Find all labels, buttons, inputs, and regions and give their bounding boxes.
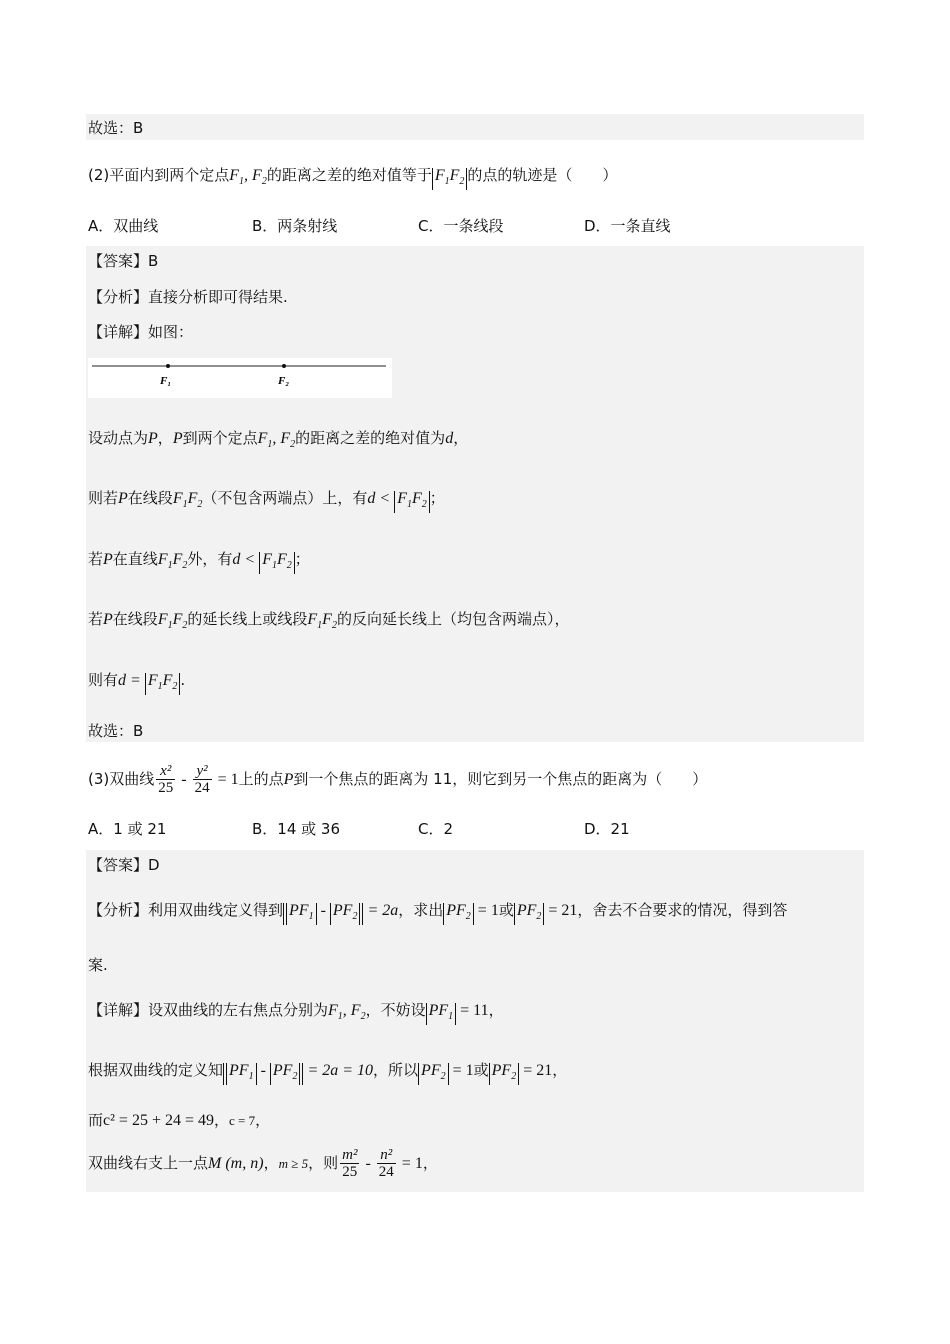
q3-analysis <box>88 900 787 925</box>
q3-answer: 【答案】D <box>88 856 160 874</box>
math-f1f2: $F_1F_2$ <box>307 611 337 632</box>
text: ， <box>255 1111 271 1129</box>
math-f1f2: $F_1$, $F_2$ <box>328 1002 366 1023</box>
text: ， <box>213 1111 229 1129</box>
text: （不包含两端点）上，有 <box>202 489 368 507</box>
text: 设动点为 <box>88 429 149 447</box>
q2-option-c: C．一条线段 <box>418 217 504 235</box>
q2-detail: 【详解】如图： <box>88 323 194 341</box>
figure-svg <box>88 358 392 398</box>
math-d: d <box>445 430 454 447</box>
text: 【分析】利用双曲线定义得到 <box>88 901 284 919</box>
frac-num: m² <box>342 1147 358 1163</box>
frac-den: 24 <box>378 1164 394 1180</box>
math-d-lt: d < <box>367 490 395 507</box>
math-eq: = 1 <box>473 902 499 919</box>
text: 在线段 <box>112 610 158 628</box>
q2-stem-c: 的点的轨迹是（ ） <box>467 166 618 184</box>
text: ，所以 <box>373 1061 419 1079</box>
math-point-m: M (m, n) <box>208 1155 264 1172</box>
math-eq: = 1 <box>397 1155 423 1172</box>
q3-option-b: B．14 或 36 <box>252 820 341 838</box>
q3-detail-1 <box>88 1000 504 1027</box>
math-m-ge5: m ≥ 5 <box>278 1156 309 1171</box>
math-d-eq: d = <box>118 672 145 689</box>
math-abs-f1f2: $F_1F_2$ <box>394 491 430 513</box>
q3-option-d: D．21 <box>584 820 630 838</box>
text: ； <box>294 550 310 568</box>
minus: - <box>177 771 191 788</box>
solution-block-top <box>86 114 864 140</box>
math-p: P <box>172 430 183 447</box>
label-f1: F₁ <box>160 375 172 387</box>
text: ， <box>453 429 469 447</box>
math-p: P <box>148 430 158 447</box>
text: 上的点 <box>238 770 284 788</box>
frac-m2-25 <box>340 1147 359 1180</box>
math-abs-pf2: $PF_2$ <box>514 903 545 925</box>
text: ， <box>488 1001 504 1019</box>
q3-analysis-cont: 案. <box>88 956 108 974</box>
text: 的距离之差的绝对值为 <box>295 429 446 447</box>
q2-stem-a: (2)平面内到两个定点 <box>88 166 230 184</box>
frac-num: y² <box>196 763 208 779</box>
math-abs-diff: $PF_1 - PF_2$ <box>283 903 363 925</box>
minus: - <box>256 1062 270 1079</box>
math-abs-pf2: $PF_2$ <box>489 1063 520 1085</box>
math-eq: = 2a <box>363 902 399 919</box>
q2-answer: 【答案】B <box>88 252 159 270</box>
q3-detail-2 <box>88 1060 567 1085</box>
math-eq: = 2a = 10 <box>303 1062 374 1079</box>
math-eq: = 21 <box>519 1062 553 1079</box>
minus: - <box>361 1155 375 1172</box>
q2-line-5 <box>88 670 185 695</box>
q3-stem <box>88 762 707 797</box>
math-eq: = 1 <box>448 1062 474 1079</box>
math-c7: c = 7 <box>229 1113 256 1128</box>
q3-option-c: C．2 <box>418 820 454 838</box>
math-p: P <box>118 490 128 507</box>
math-f1f2: $F_1F_2$ <box>157 611 188 632</box>
point-f2 <box>282 364 286 368</box>
math-abs-f1f2: $F_1F_2$ <box>259 552 295 574</box>
text: 双曲线右支上一点 <box>88 1154 209 1172</box>
math-c2: c² = 25 + 24 = 49 <box>103 1112 214 1129</box>
text: ，则 <box>308 1154 339 1172</box>
text: 在直线 <box>112 550 158 568</box>
text: 【详解】设双曲线的左右焦点分别为 <box>88 1001 329 1019</box>
frac-x2-25 <box>156 763 175 796</box>
frac-n2-24 <box>377 1147 396 1180</box>
math-p: P <box>283 771 294 788</box>
text: ， <box>422 1154 438 1172</box>
text: ， <box>263 1154 279 1172</box>
text: 外，有 <box>187 550 233 568</box>
text: 在线段 <box>127 489 173 507</box>
q3-detail-3 <box>88 1110 270 1131</box>
minus: - <box>316 902 330 919</box>
text: ，舍去不合要求的情况，得到答 <box>577 901 788 919</box>
text: . <box>180 671 186 689</box>
q2-line-2 <box>88 488 445 515</box>
math-abs-pf2: $PF_2$ <box>443 903 474 925</box>
q2-analysis: 【分析】直接分析即可得结果. <box>88 288 288 306</box>
text: ，不妨设 <box>365 1001 426 1019</box>
text: 若 <box>88 550 104 568</box>
q2-option-a: A．双曲线 <box>88 217 159 235</box>
math-f1f2: $F_1$, $F_2$ <box>257 430 296 451</box>
q2-line-1 <box>88 428 468 455</box>
math-eq: = 1 <box>213 771 239 788</box>
text: 或 <box>473 1061 489 1079</box>
q2-stem-b: 的距离之差的绝对值等于 <box>266 166 432 184</box>
top-choice: 故选：B <box>88 119 144 137</box>
frac-den: 25 <box>158 780 174 796</box>
q3-option-a: A．1 或 21 <box>88 820 167 838</box>
q2-stem <box>88 165 617 192</box>
q2-option-d: D．一条直线 <box>584 217 671 235</box>
math-eq: = 11 <box>456 1002 489 1019</box>
math-abs-pf2: $PF_2$ <box>418 1063 449 1085</box>
frac-den: 25 <box>342 1164 358 1180</box>
text: ， <box>552 1061 568 1079</box>
frac-den: 24 <box>194 780 210 796</box>
math-abs-diff: $PF_1 - PF_2$ <box>223 1063 303 1085</box>
text: 的反向延长线上（均包含两端点）， <box>336 610 570 628</box>
text: (3)双曲线 <box>88 770 155 788</box>
text: ，求出 <box>398 901 444 919</box>
text: 若 <box>88 610 104 628</box>
math-f1f2: $F_1$, $F_2$ <box>229 167 267 188</box>
math-p: P <box>103 551 113 568</box>
math-d-lt: d < <box>232 551 260 568</box>
text: 则有 <box>88 671 119 689</box>
text: 的延长线上或线段 <box>187 610 308 628</box>
text: ； <box>429 489 445 507</box>
text: ， <box>157 429 173 447</box>
line-figure <box>88 358 392 398</box>
math-abs-pf1: $PF_1$ <box>426 1003 457 1025</box>
q2-choice: 故选：B <box>88 722 144 740</box>
math-abs-f1f2: $F_1F_2$ <box>432 168 468 190</box>
text: 或 <box>498 901 514 919</box>
q2-line-3 <box>88 549 310 576</box>
frac-y2-24 <box>193 763 212 796</box>
math-f1f2: $F_1F_2$ <box>157 551 188 572</box>
text: 到两个定点 <box>182 429 258 447</box>
text: 到一个焦点的距离为 11，则它到另一个焦点的距离为（ ） <box>293 770 708 788</box>
math-eq: = 21 <box>544 902 578 919</box>
q2-line-4 <box>88 609 569 636</box>
frac-num: x² <box>160 763 172 779</box>
label-f2: F₂ <box>278 375 290 387</box>
q3-detail-4 <box>88 1146 438 1181</box>
frac-num: n² <box>380 1147 393 1163</box>
math-f1f2: $F_1F_2$ <box>172 490 203 511</box>
point-f1 <box>166 364 170 368</box>
text: 根据双曲线的定义知 <box>88 1061 224 1079</box>
text: 而 <box>88 1111 104 1129</box>
text: 则若 <box>88 489 119 507</box>
q2-option-b: B．两条射线 <box>252 217 338 235</box>
math-abs-f1f2: $F_1F_2$ <box>145 673 181 695</box>
math-p: P <box>103 611 113 628</box>
